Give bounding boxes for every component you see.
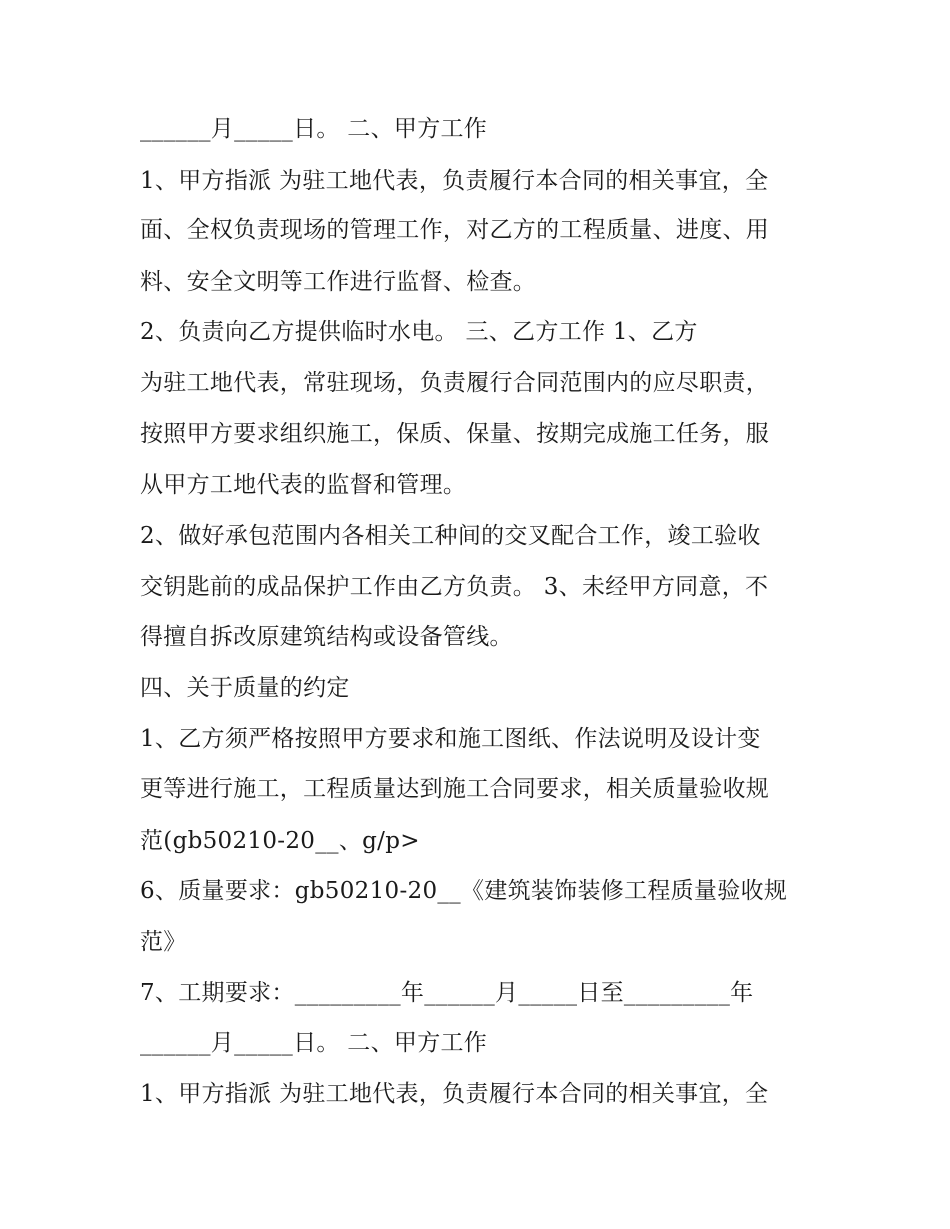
section-heading: 四、关于质量的约定 xyxy=(140,675,350,701)
text-line: 2、负责向乙方提供临时水电。 三、乙方工作 1、乙方 xyxy=(140,319,698,345)
text-line: 面、全权负责现场的管理工作，对乙方的工程质量、进度、用 xyxy=(140,217,770,243)
text-line: 2、做好承包范围内各相关工种间的交叉配合工作，竣工验收 xyxy=(140,523,761,549)
text-line: ______月_____日。 二、甲方工作 xyxy=(140,116,488,142)
text-line: 按照甲方要求组织施工，保质、保量、按期完成施工任务，服 xyxy=(140,421,770,447)
text-line: 1、甲方指派 为驻工地代表，负责履行本合同的相关事宜，全 xyxy=(140,1081,769,1107)
text-line: 1、乙方须严格按照甲方要求和施工图纸、作法说明及设计变 xyxy=(140,726,761,752)
text-line: ______月_____日。 二、甲方工作 xyxy=(140,1030,488,1056)
text-line: 更等进行施工，工程质量达到施工合同要求，相关质量验收规 xyxy=(140,776,770,802)
text-line: 1、甲方指派 为驻工地代表，负责履行本合同的相关事宜，全 xyxy=(140,168,769,194)
text-line: 6、质量要求：gb50210-20__《建筑装饰装修工程质量验收规 xyxy=(140,878,788,904)
text-line: 7、工期要求：_________年______月_____日至_________年 xyxy=(140,980,754,1006)
text-line: 从甲方工地代表的监督和管理。 xyxy=(140,472,467,498)
text-line: 范(gb50210-20__、g/p> xyxy=(140,828,420,854)
text-line: 得擅自拆改原建筑结构或设备管线。 xyxy=(140,624,513,650)
text-line: 为驻工地代表，常驻现场，负责履行合同范围内的应尽职责， xyxy=(140,370,770,396)
text-line: 料、安全文明等工作进行监督、检查。 xyxy=(140,269,537,295)
text-line: 交钥匙前的成品保护工作由乙方负责。 3、未经甲方同意，不 xyxy=(140,574,769,600)
text-line: 范》 xyxy=(140,929,187,955)
